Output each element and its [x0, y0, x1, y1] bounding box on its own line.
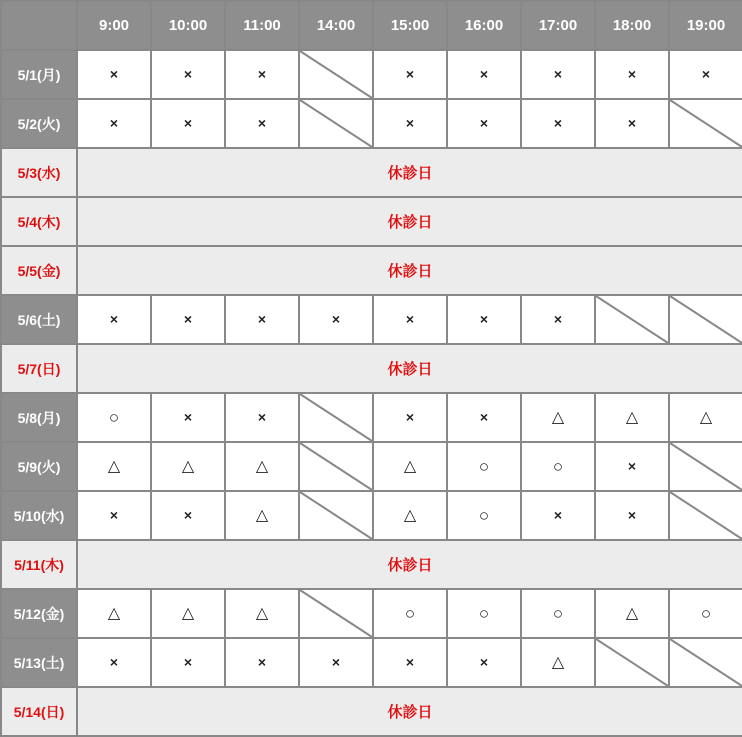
slot-mark: ×: [479, 115, 489, 131]
slot-mark: ×: [627, 66, 637, 82]
slot-mark: ×: [183, 507, 193, 523]
slot-full: [151, 491, 225, 540]
slot-mark: ×: [405, 311, 415, 327]
slot-mark: ×: [701, 66, 711, 82]
slot-full: [225, 638, 299, 687]
slot-mark: △: [255, 507, 269, 524]
slot-mark: ×: [553, 507, 563, 523]
slot-available[interactable]: [669, 589, 742, 638]
slot-few-left[interactable]: [151, 589, 225, 638]
slot-mark: ×: [331, 654, 341, 670]
time-header-cell: 18:00: [595, 1, 669, 50]
date-label: 5/8(月): [1, 393, 77, 442]
diagonal-slash-icon: [670, 639, 742, 686]
slot-full: [447, 99, 521, 148]
slot-mark: ×: [405, 409, 415, 425]
slot-mark: △: [403, 458, 417, 475]
day-row: [1, 442, 742, 491]
slot-full: [225, 393, 299, 442]
schedule-body: [1, 50, 742, 736]
slot-few-left[interactable]: [77, 442, 151, 491]
diagonal-slash-icon: [300, 590, 372, 637]
slot-unavailable: [299, 589, 373, 638]
schedule-header: [1, 1, 742, 50]
slot-full: [77, 295, 151, 344]
slot-mark: ○: [404, 603, 416, 623]
slot-available[interactable]: [521, 589, 595, 638]
date-label: 5/12(金): [1, 589, 77, 638]
slot-mark: ×: [109, 507, 119, 523]
slot-full: [77, 491, 151, 540]
slot-available[interactable]: [77, 393, 151, 442]
slot-full: [225, 50, 299, 99]
slot-mark: ×: [183, 311, 193, 327]
slot-few-left[interactable]: [151, 442, 225, 491]
closed-day-row: [1, 246, 742, 295]
closed-day-label: 休診日: [77, 197, 742, 246]
date-label: 5/1(月): [1, 50, 77, 99]
slot-mark: ○: [552, 456, 564, 476]
time-header-cell: 14:00: [299, 1, 373, 50]
slot-full: [595, 491, 669, 540]
day-row: [1, 393, 742, 442]
day-row: [1, 589, 742, 638]
slot-mark: ×: [479, 409, 489, 425]
slot-unavailable: [669, 442, 742, 491]
slot-full: [151, 99, 225, 148]
slot-full: [299, 638, 373, 687]
slot-mark: ×: [479, 66, 489, 82]
slot-full: [447, 638, 521, 687]
slot-unavailable: [595, 638, 669, 687]
day-row: [1, 50, 742, 99]
header-corner: [1, 1, 77, 50]
slot-mark: ×: [183, 654, 193, 670]
date-label: 5/10(水): [1, 491, 77, 540]
slot-mark: ×: [109, 115, 119, 131]
slot-mark: ×: [109, 66, 119, 82]
slot-full: [151, 295, 225, 344]
slot-full: [225, 99, 299, 148]
slot-few-left[interactable]: [225, 442, 299, 491]
slot-available[interactable]: [521, 442, 595, 491]
date-label: 5/7(日): [1, 344, 77, 393]
slot-mark: ○: [478, 456, 490, 476]
diagonal-slash-icon: [670, 100, 742, 147]
slot-few-left[interactable]: [225, 491, 299, 540]
slot-mark: △: [699, 409, 713, 426]
slot-full: [447, 50, 521, 99]
diagonal-slash-icon: [596, 639, 668, 686]
slot-available[interactable]: [373, 589, 447, 638]
closed-day-row: [1, 344, 742, 393]
diagonal-slash-icon: [300, 100, 372, 147]
date-label: 5/14(日): [1, 687, 77, 736]
slot-full: [521, 99, 595, 148]
slot-few-left[interactable]: [595, 589, 669, 638]
closed-day-label: 休診日: [77, 148, 742, 197]
slot-mark: ○: [108, 407, 120, 427]
slot-mark: ○: [552, 603, 564, 623]
slot-full: [151, 393, 225, 442]
slot-unavailable: [299, 50, 373, 99]
day-row: [1, 638, 742, 687]
slot-full: [373, 99, 447, 148]
slot-full: [447, 295, 521, 344]
slot-mark: ○: [478, 505, 490, 525]
slot-mark: △: [181, 605, 195, 622]
date-label: 5/6(土): [1, 295, 77, 344]
slot-unavailable: [669, 491, 742, 540]
slot-unavailable: [299, 442, 373, 491]
slot-available[interactable]: [447, 491, 521, 540]
closed-day-label: 休診日: [77, 687, 742, 736]
slot-mark: ×: [257, 654, 267, 670]
slot-full: [447, 393, 521, 442]
slot-full: [77, 50, 151, 99]
slot-mark: △: [625, 409, 639, 426]
slot-mark: △: [403, 507, 417, 524]
slot-mark: ×: [479, 654, 489, 670]
slot-few-left[interactable]: [669, 393, 742, 442]
slot-mark: △: [107, 458, 121, 475]
diagonal-slash-icon: [300, 492, 372, 539]
slot-full: [151, 50, 225, 99]
closed-day-row: [1, 197, 742, 246]
time-header-cell: 10:00: [151, 1, 225, 50]
closed-day-row: [1, 540, 742, 589]
slot-full: [373, 295, 447, 344]
time-header-cell: 16:00: [447, 1, 521, 50]
slot-full: [521, 295, 595, 344]
slot-mark: ×: [183, 115, 193, 131]
closed-day-label: 休診日: [77, 246, 742, 295]
diagonal-slash-icon: [300, 51, 372, 98]
time-header-cell: 15:00: [373, 1, 447, 50]
closed-day-label: 休診日: [77, 540, 742, 589]
day-row: [1, 491, 742, 540]
slot-mark: △: [181, 458, 195, 475]
slot-mark: ○: [478, 603, 490, 623]
diagonal-slash-icon: [596, 296, 668, 343]
slot-few-left[interactable]: [595, 393, 669, 442]
slot-mark: ×: [553, 66, 563, 82]
slot-mark: ×: [627, 507, 637, 523]
slot-unavailable: [299, 393, 373, 442]
slot-mark: △: [255, 605, 269, 622]
slot-few-left[interactable]: [373, 491, 447, 540]
date-label: 5/9(火): [1, 442, 77, 491]
time-header-cell: 11:00: [225, 1, 299, 50]
slot-mark: ×: [553, 115, 563, 131]
slot-unavailable: [669, 295, 742, 344]
time-header-cell: 19:00: [669, 1, 742, 50]
slot-mark: ×: [109, 311, 119, 327]
slot-full: [521, 50, 595, 99]
slot-few-left[interactable]: [373, 442, 447, 491]
slot-unavailable: [669, 99, 742, 148]
slot-mark: ×: [553, 311, 563, 327]
slot-unavailable: [299, 491, 373, 540]
slot-few-left[interactable]: [521, 393, 595, 442]
closed-day-row: [1, 148, 742, 197]
time-header-cell: 17:00: [521, 1, 595, 50]
slot-few-left[interactable]: [225, 589, 299, 638]
slot-mark: ×: [257, 115, 267, 131]
diagonal-slash-icon: [670, 492, 742, 539]
time-header-cell: 9:00: [77, 1, 151, 50]
diagonal-slash-icon: [670, 296, 742, 343]
slot-mark: ×: [183, 66, 193, 82]
slot-available[interactable]: [447, 442, 521, 491]
slot-full: [77, 638, 151, 687]
slot-full: [373, 50, 447, 99]
date-label: 5/4(木): [1, 197, 77, 246]
date-label: 5/2(火): [1, 99, 77, 148]
date-label: 5/13(土): [1, 638, 77, 687]
date-label: 5/11(木): [1, 540, 77, 589]
slot-full: [299, 295, 373, 344]
slot-mark: △: [107, 605, 121, 622]
diagonal-slash-icon: [300, 443, 372, 490]
slot-mark: ×: [331, 311, 341, 327]
slot-unavailable: [595, 295, 669, 344]
slot-unavailable: [669, 638, 742, 687]
slot-mark: ×: [405, 66, 415, 82]
slot-mark: ×: [405, 115, 415, 131]
slot-full: [521, 491, 595, 540]
slot-mark: ×: [405, 654, 415, 670]
slot-full: [595, 50, 669, 99]
slot-full: [225, 295, 299, 344]
day-row: [1, 99, 742, 148]
slot-mark: ×: [183, 409, 193, 425]
diagonal-slash-icon: [670, 443, 742, 490]
slot-full: [77, 99, 151, 148]
slot-full: [151, 638, 225, 687]
slot-full: [373, 638, 447, 687]
slot-mark: △: [255, 458, 269, 475]
slot-full: [669, 50, 742, 99]
slot-mark: ×: [257, 311, 267, 327]
time-header-row: [1, 1, 742, 50]
slot-available[interactable]: [447, 589, 521, 638]
closed-day-label: 休診日: [77, 344, 742, 393]
slot-unavailable: [299, 99, 373, 148]
slot-mark: △: [551, 409, 565, 426]
date-label: 5/5(金): [1, 246, 77, 295]
slot-mark: ×: [627, 115, 637, 131]
closed-day-row: [1, 687, 742, 736]
slot-mark: ×: [257, 66, 267, 82]
diagonal-slash-icon: [300, 394, 372, 441]
slot-full: [595, 99, 669, 148]
slot-mark: ×: [479, 311, 489, 327]
date-label: 5/3(水): [1, 148, 77, 197]
slot-full: [595, 442, 669, 491]
slot-few-left[interactable]: [77, 589, 151, 638]
slot-mark: ×: [109, 654, 119, 670]
slot-few-left[interactable]: [521, 638, 595, 687]
slot-mark: △: [551, 654, 565, 671]
slot-full: [373, 393, 447, 442]
slot-mark: △: [625, 605, 639, 622]
slot-mark: ○: [700, 603, 712, 623]
slot-mark: ×: [257, 409, 267, 425]
day-row: [1, 295, 742, 344]
slot-mark: ×: [627, 458, 637, 474]
